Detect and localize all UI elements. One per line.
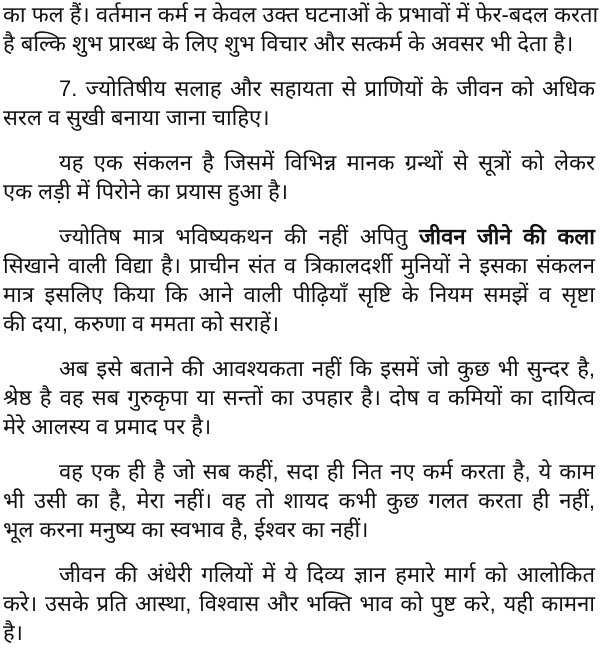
paragraph-gratitude <box>3 354 595 441</box>
text-line: वह एक ही है जो सब कहीं, सदा ही नित नए कर्म करता है, ये काम <box>59 459 595 484</box>
bold-phrase: जीवन जीने की कला <box>419 224 595 249</box>
paragraph-divine <box>3 457 595 544</box>
text-line: 7. ज्योतिषीय सलाह और सहायता से प्राणियों के जीवन को अधिक <box>59 76 595 101</box>
text-line: की दया, करुणा व ममता को सराहें। <box>3 311 280 336</box>
text-line: है बल्कि शुभ प्रारब्ध के लिए शुभ विचार और सत्कर्म के अवसर भी देता है। <box>3 31 574 56</box>
paragraph-point-7 <box>3 74 595 132</box>
paragraph-karma <box>3 0 599 58</box>
text-line: श्रेष्ठ है वह सब गुरुकृपा या सन्तों का उपहार है। दोष व कमियों का दायित्व <box>3 385 595 410</box>
document-page <box>3 0 599 663</box>
text-line: भी उसी का है, मेरा नहीं। वह तो शायद कभी कुछ गलत करता ही नहीं, <box>3 488 595 513</box>
paragraph-jyotish <box>3 222 595 338</box>
text-line: करे। उसके प्रति आस्था, विश्वास और भक्ति भाव को पुष्ट करे, यही कामना <box>3 591 595 616</box>
text-line: भूल करना मनुष्य का स्वभाव है, ईश्वर का नहीं। <box>3 517 369 542</box>
text-line: मात्र इसलिए किया कि आने वाली पीढ़ियाँ सृष्टि के नियम समझें व सृष्टा <box>3 282 595 307</box>
text-line: का फल हैं। वर्तमान कर्म न केवल उक्त घटनाओं के प्रभावों में फेर-बदल करता <box>3 2 599 27</box>
text-line: सरल व सुखी बनाया जाना चाहिए। <box>3 105 270 130</box>
text-line <box>3 222 595 251</box>
text-line: है। <box>3 620 24 645</box>
paragraph-compilation <box>3 148 595 206</box>
paragraph-wish <box>3 560 595 647</box>
text-line: एक लड़ी में पिरोने का प्रयास हुआ है। <box>3 179 289 204</box>
text-segment: ज्योतिष मात्र भविष्यकथन की नहीं अपितु <box>59 224 420 249</box>
text-line: अब इसे बताने की आवश्यकता नहीं कि इसमें जो कुछ भी सुन्दर है, <box>59 356 595 381</box>
text-line: सिखाने वाली विद्या है। प्राचीन संत व त्रिकालदर्शी मुनियों ने इसका संकलन <box>3 253 595 278</box>
text-line: जीवन की अंधेरी गलियों में ये दिव्य ज्ञान हमारे मार्ग को आलोकित <box>59 562 595 587</box>
text-line: मेरे आलस्य व प्रमाद पर है। <box>3 414 212 439</box>
text-line: यह एक संकलन है जिसमें विभिन्न मानक ग्रन्थों से सूत्रों को लेकर <box>59 150 595 175</box>
